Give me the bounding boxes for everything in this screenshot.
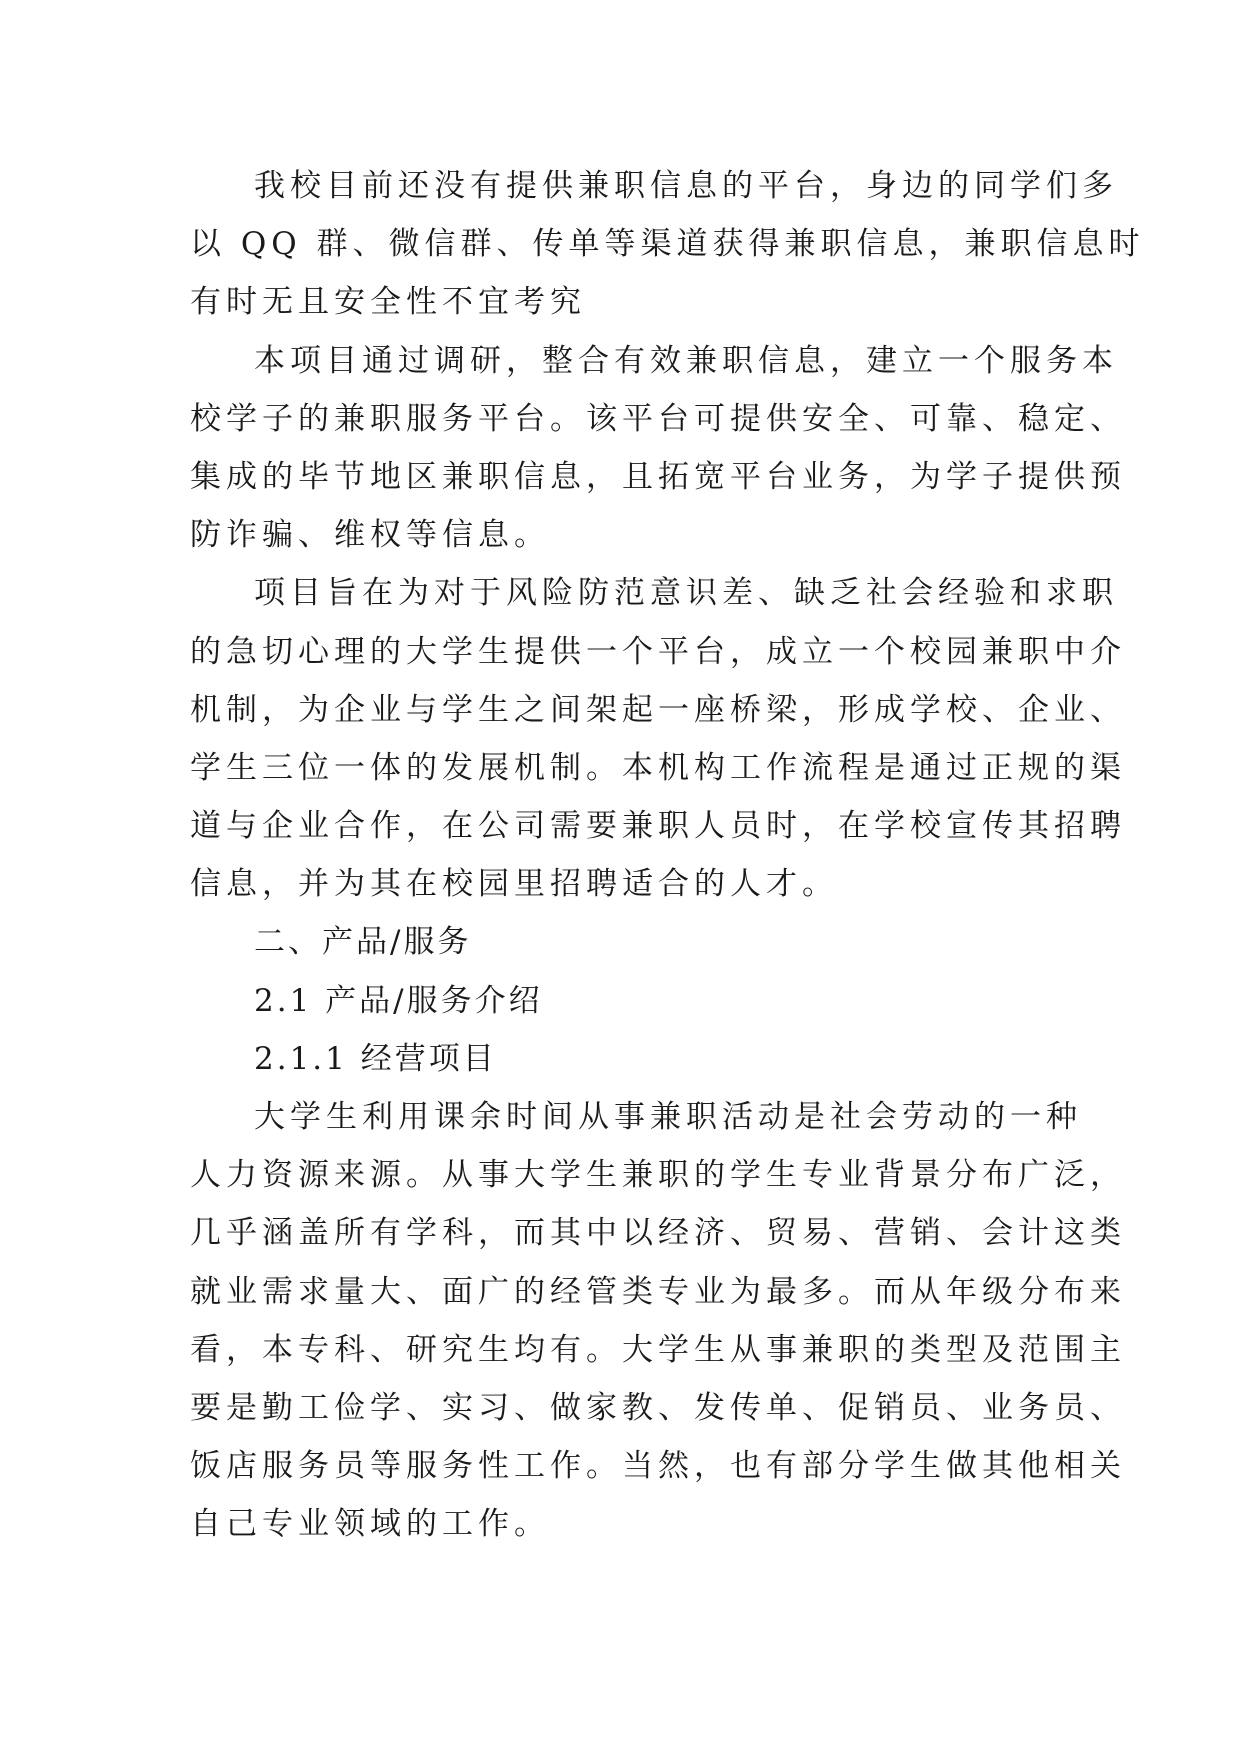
paragraph-4-line-4: 就业需求量大、面广的经管类专业为最多。而从年级分布来 (190, 1273, 1126, 1310)
paragraph-3-line-6: 信息，并为其在校园里招聘适合的人才。 (190, 866, 838, 903)
paragraph-1-line-1: 我校目前还没有提供兼职信息的平台，身边的同学们多 (254, 168, 1118, 204)
paragraph-4-line-5: 看，本专科、研究生均有。大学生从事兼职的类型及范围主 (190, 1331, 1126, 1368)
paragraph-2-line-4: 防诈骗、维权等信息。 (190, 517, 550, 554)
paragraph-3-line-2: 的急切心理的大学生提供一个平台，成立一个校园兼职中介 (190, 633, 1126, 670)
paragraph-4-line-3: 几乎涵盖所有学科，而其中以经济、贸易、营销、会计这类 (190, 1215, 1126, 1252)
subsection-heading: 2.1 产品/服务介绍 (254, 982, 543, 1019)
paragraph-3-line-3: 机制，为企业与学生之间架起一座桥梁，形成学校、企业、 (190, 691, 1126, 728)
paragraph-4-line-2: 人力资源来源。从事大学生兼职的学生专业背景分布广泛， (190, 1157, 1126, 1194)
document-page (190, 157, 1145, 1554)
paragraph-4-line-6: 要是勤工俭学、实习、做家教、发传单、促销员、业务员、 (190, 1389, 1126, 1426)
paragraph-2-line-1: 本项目通过调研，整合有效兼职信息，建立一个服务本 (254, 342, 1118, 379)
paragraph-3-line-1: 项目旨在为对于风险防范意识差、缺乏社会经验和求职 (254, 575, 1118, 612)
paragraph-4-line-1: 大学生利用课余时间从事兼职活动是社会劳动的一种 (254, 1099, 1082, 1135)
paragraph-3-line-5: 道与企业合作，在公司需要兼职人员时，在学校宣传其招聘 (190, 808, 1126, 845)
section-heading: 二、产品/服务 (254, 924, 472, 961)
paragraph-1-line-2: 以 QQ 群、微信群、传单等渠道获得兼职信息，兼职信息时 (190, 226, 1145, 263)
paragraph-4-line-8: 自己专业领域的工作。 (190, 1506, 550, 1543)
paragraph-3-line-4: 学生三位一体的发展机制。本机构工作流程是通过正规的渠 (190, 749, 1126, 786)
paragraph-1-line-3: 有时无且安全性不宜考究 (190, 284, 586, 321)
subsubsection-heading: 2.1.1 经营项目 (254, 1040, 497, 1077)
paragraph-2-line-3: 集成的毕节地区兼职信息，且拓宽平台业务，为学子提供预 (190, 458, 1126, 495)
paragraph-2-line-2: 校学子的兼职服务平台。该平台可提供安全、可靠、稳定、 (190, 400, 1126, 437)
paragraph-4-line-7: 饭店服务员等服务性工作。当然，也有部分学生做其他相关 (190, 1448, 1126, 1485)
